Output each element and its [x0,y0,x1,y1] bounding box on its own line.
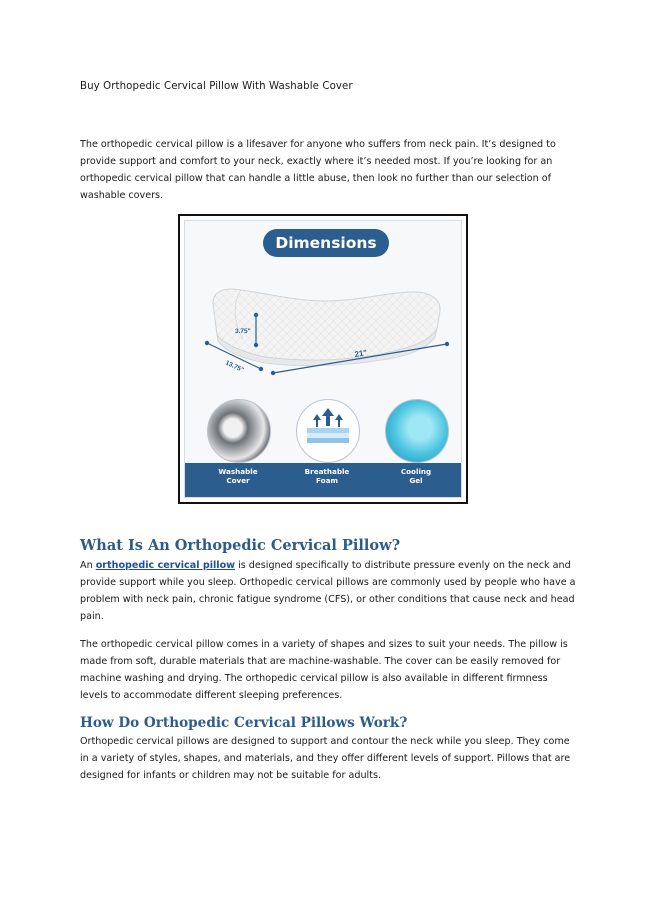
paragraph-prefix: An [80,560,96,571]
paragraph-suffix: is designed specifically to distribute pressure evenly on the neck and provide support while you sleep. Orthopedic cervical pillows are commonly used by people who have a problem with neck pain, chronic fatigue syndrome (CFS), or other conditions that cause neck and head pain. [80,560,576,622]
depth-label: 13.75" [224,359,245,374]
cooling-gel-icon [385,399,449,463]
height-label: 3.75" [235,328,251,335]
what-is-paragraph-1 [80,557,578,625]
feature-label-breathable: Breathable Foam [304,467,350,485]
intro-paragraph: The orthopedic cervical pillow is a lifesaver for anyone who suffers from neck pain. It’s designed to provide support and comfort to your neck, exactly where it’s needed most. If you’re looking for an orthopedic cervical pillow that can handle a little abuse, then look no further than our selection of washable covers. [80,139,556,201]
product-image [178,214,468,504]
features-bar [185,463,461,497]
feature-label-washable: Washable Cover [218,467,258,485]
heading-what-is: What Is An Orthopedic Cervical Pillow? [80,537,401,554]
width-label: 21" [353,348,368,359]
breathable-foam-icon [296,399,360,463]
dimensions-banner: Dimensions [263,229,389,257]
document-title: Buy Orthopedic Cervical Pillow With Washable Cover [80,81,353,92]
orthopedic-pillow-link[interactable]: orthopedic cervical pillow [95,560,236,571]
washable-cover-icon [207,399,271,463]
feature-label-cooling: Cooling Gel [400,467,432,485]
how-work-paragraph: Orthopedic cervical pillows are designed to support and contour the neck while you sleep. They come in a variety of styles, shapes, and materials, and they offer different levels of support. Pillows that are designed for infants or children may not be suitable for adults. [80,736,571,781]
product-image-frame [184,220,462,498]
pillow-illustration [185,257,465,397]
heading-how-work: How Do Orthopedic Cervical Pillows Work? [80,715,408,731]
what-is-paragraph-2: The orthopedic cervical pillow comes in a variety of shapes and sizes to suit your needs. The pillow is made from soft, durable materials that are machine-washable. The cover can be easily removed for machine washing and drying. The orthopedic cervical pillow is also available in different firmness levels to accommodate different sleeping preferences. [80,639,568,701]
